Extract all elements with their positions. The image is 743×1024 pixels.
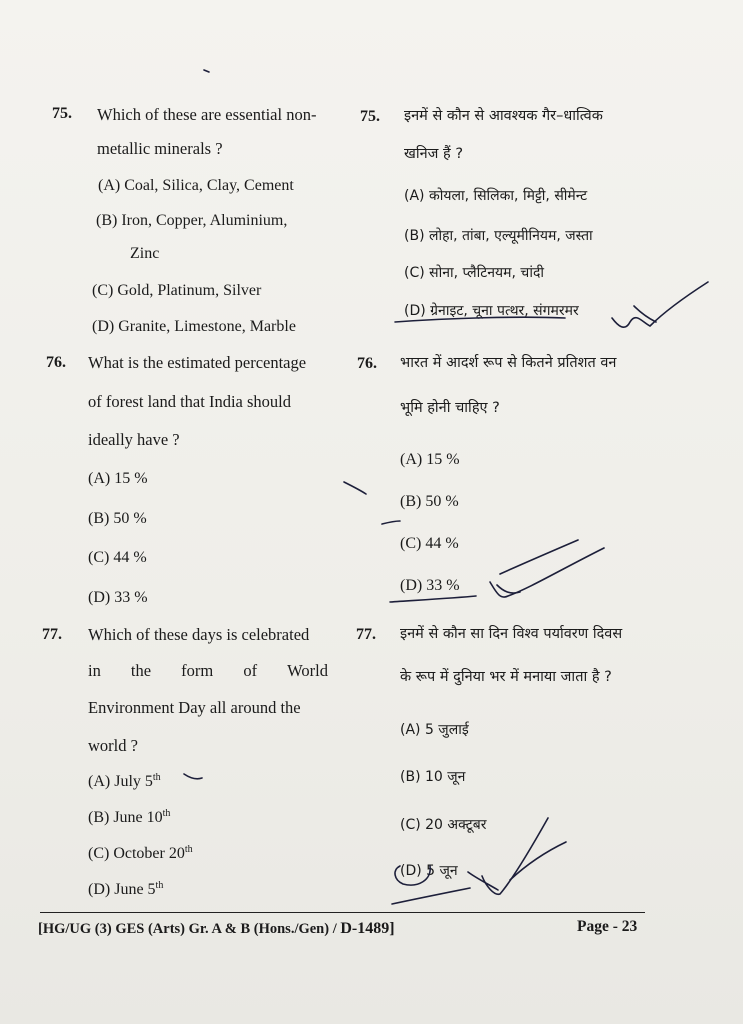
tick-mark [634,306,656,322]
footer-rule [40,912,645,913]
option-a: (A) 5 जुलाई [400,722,469,738]
ordinal-suffix: th [162,808,171,819]
word: of [243,661,258,680]
option-b: (B) 10 जून [400,769,466,785]
option-d: (D) 33 % [400,577,460,594]
option-a: (A) Coal, Silica, Clay, Cement [98,177,294,194]
option-d: (D) ग्रेनाइट, चूना पत्थर, संगमरमर [404,303,579,319]
question-number: 75. [360,108,380,125]
stray-mark [382,521,400,524]
tick-mark [468,872,498,890]
question-text-line: भूमि होनी चाहिए ? [400,400,500,416]
option-d: (D) Granite, Limestone, Marble [92,318,296,335]
question-text-line: इनमें से कौन से आवश्यक गैर–धात्विक [404,108,603,124]
question-number: 77. [356,626,376,643]
question-text-line: world ? [88,736,138,755]
option-c: (C) 44 % [88,549,147,566]
question-number: 77. [42,626,62,643]
option-b: (B) 50 % [88,510,147,527]
option-c: (C) 20 अक्टूबर [400,817,487,833]
question-text-line: ideally have ? [88,430,180,449]
option-a: (A) 15 % [88,470,148,487]
question-number: 76. [46,354,66,371]
underline-mark [395,317,565,322]
option-d-text: (D) June 5 [88,881,156,898]
question-text-line: खनिज हैं ? [404,146,464,162]
option-c: (C) सोना, प्लैटिनयम, चांदी [404,265,545,281]
question-text-line: भारत में आदर्श रूप से कितने प्रतिशत वन [400,355,617,371]
option-b: (B) लोहा, तांबा, एल्यूमीनियम, जस्ता [404,228,593,244]
question-number: 75. [52,105,72,122]
question-text-line: इनमें से कौन सा दिन विश्व पर्यावरण दिवस [400,626,623,642]
tick-mark [510,842,566,880]
ordinal-suffix: th [152,772,161,783]
ordinal-suffix: th [184,844,193,855]
tick-mark [490,548,604,597]
page-number: Page - 23 [577,918,638,935]
question-text-line: Which of these days is celebrated [88,625,310,644]
option-d: (D) 33 % [88,589,148,606]
word: form [181,661,214,680]
option-a: (A) 15 % [400,451,460,468]
footer-paper-label: [HG/UG (3) GES (Arts) Gr. A & B (Hons./Gen) / [38,921,341,937]
underline-mark [390,596,476,602]
circle-mark [395,866,430,885]
stray-mark [184,774,202,779]
option-b: (B) Iron, Copper, Aluminium, [96,212,288,229]
underline-mark [392,888,470,904]
option-c-text: (C) October 20 [88,845,185,862]
option-b-continued: Zinc [130,245,160,262]
option-c: (C) Gold, Platinum, Silver [92,282,262,299]
question-text-line: of forest land that India should [88,392,291,411]
ordinal-suffix: th [155,880,164,891]
word: World [287,661,328,680]
question-text-line: What is the estimated percentage [88,353,307,372]
stray-mark [204,70,209,72]
tick-mark [500,540,578,574]
option-d: (D) 5 जून [400,863,458,879]
tick-mark [612,282,708,327]
option-b: (B) 50 % [400,493,459,510]
question-text-line: Environment Day all around the [88,698,301,717]
tick-mark [482,818,548,894]
option-a: (A) कोयला, सिलिका, मिट्टी, सीमेन्ट [404,188,588,204]
question-number: 76. [357,355,377,372]
footer-code: D-1489] [340,920,395,937]
option-b-text: (B) June 10 [88,809,163,826]
word: in [88,661,101,680]
option-c: (C) 44 % [400,535,459,552]
question-text-line: metallic minerals ? [97,139,223,158]
word: the [130,661,152,680]
option-a-text: (A) July 5 [88,773,153,790]
stray-mark [344,482,366,494]
question-text-line: Which of these are essential non- [97,105,317,124]
footer-paper-code [38,920,395,938]
question-text-line: के रूप में दुनिया भर में मनाया जाता है ? [400,669,612,685]
